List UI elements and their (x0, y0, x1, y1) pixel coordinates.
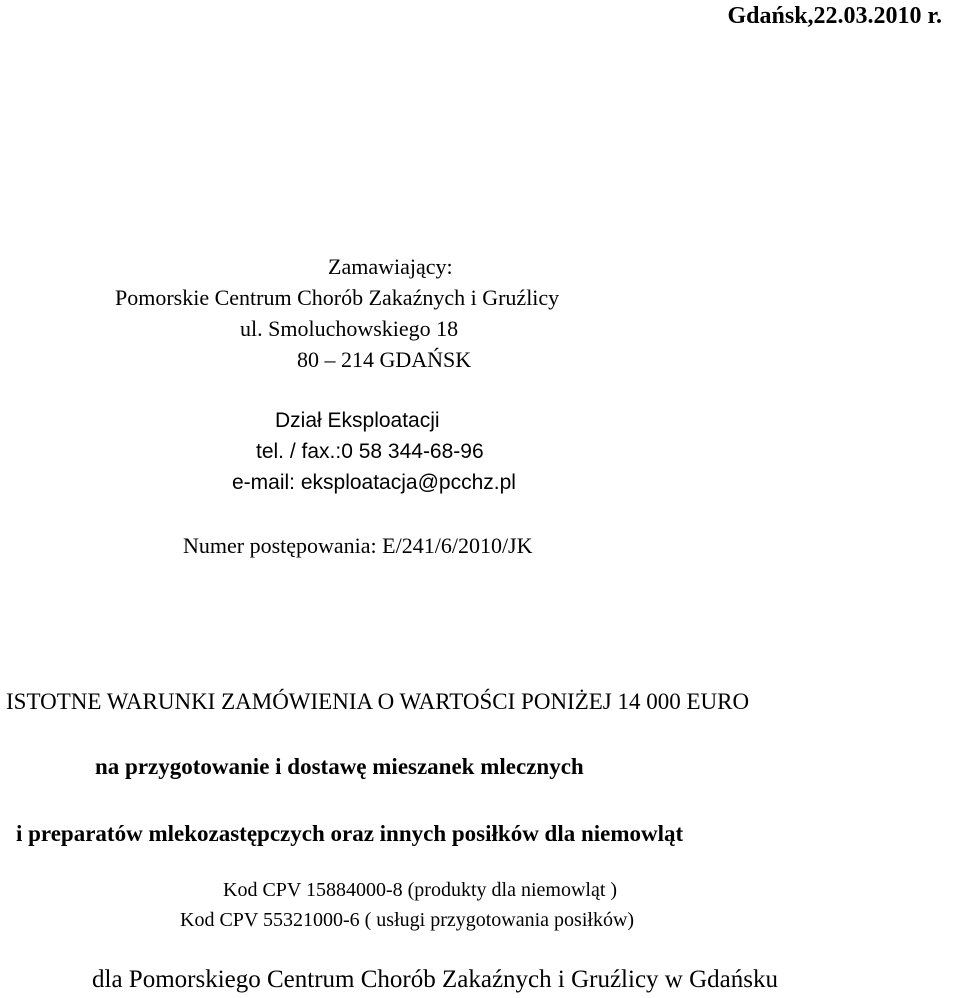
document-date: Gdańsk,22.03.2010 r. (727, 3, 942, 29)
contracting-authority-label: Zamawiający: (328, 254, 453, 279)
document-heading: ISTOTNE WARUNKI ZAMÓWIENIA O WARTOŚCI PONIŻEJ 14 000 EURO (6, 689, 750, 714)
department-name: Dział Eksploatacji (275, 409, 440, 432)
department-email: e-mail: eksploatacja@pcchz.pl (232, 471, 516, 494)
procedure-number: Numer postępowania: E/241/6/2010/JK (183, 533, 533, 558)
cpv-code-2: Kod CPV 55321000-6 ( usługi przygotowania posiłków) (180, 909, 635, 931)
recipient-line: dla Pomorskiego Centrum Chorób Zakaźnych i Gruźlicy w Gdańsku (92, 966, 778, 993)
contracting-authority-city: 80 – 214 GDAŃSK (297, 347, 472, 372)
cpv-code-1: Kod CPV 15884000-8 (produkty dla niemowląt ) (223, 879, 618, 901)
department-phone: tel. / fax.:0 58 344-68-96 (256, 440, 484, 463)
subject-line-2: i preparatów mlekozastępczych oraz innych posiłków dla niemowląt (16, 821, 684, 846)
contracting-authority-name: Pomorskie Centrum Chorób Zakaźnych i Gruźlicy (115, 285, 560, 310)
contracting-authority-street: ul. Smoluchowskiego 18 (240, 316, 459, 341)
subject-line-1: na przygotowanie i dostawę mieszanek mlecznych (95, 754, 584, 779)
